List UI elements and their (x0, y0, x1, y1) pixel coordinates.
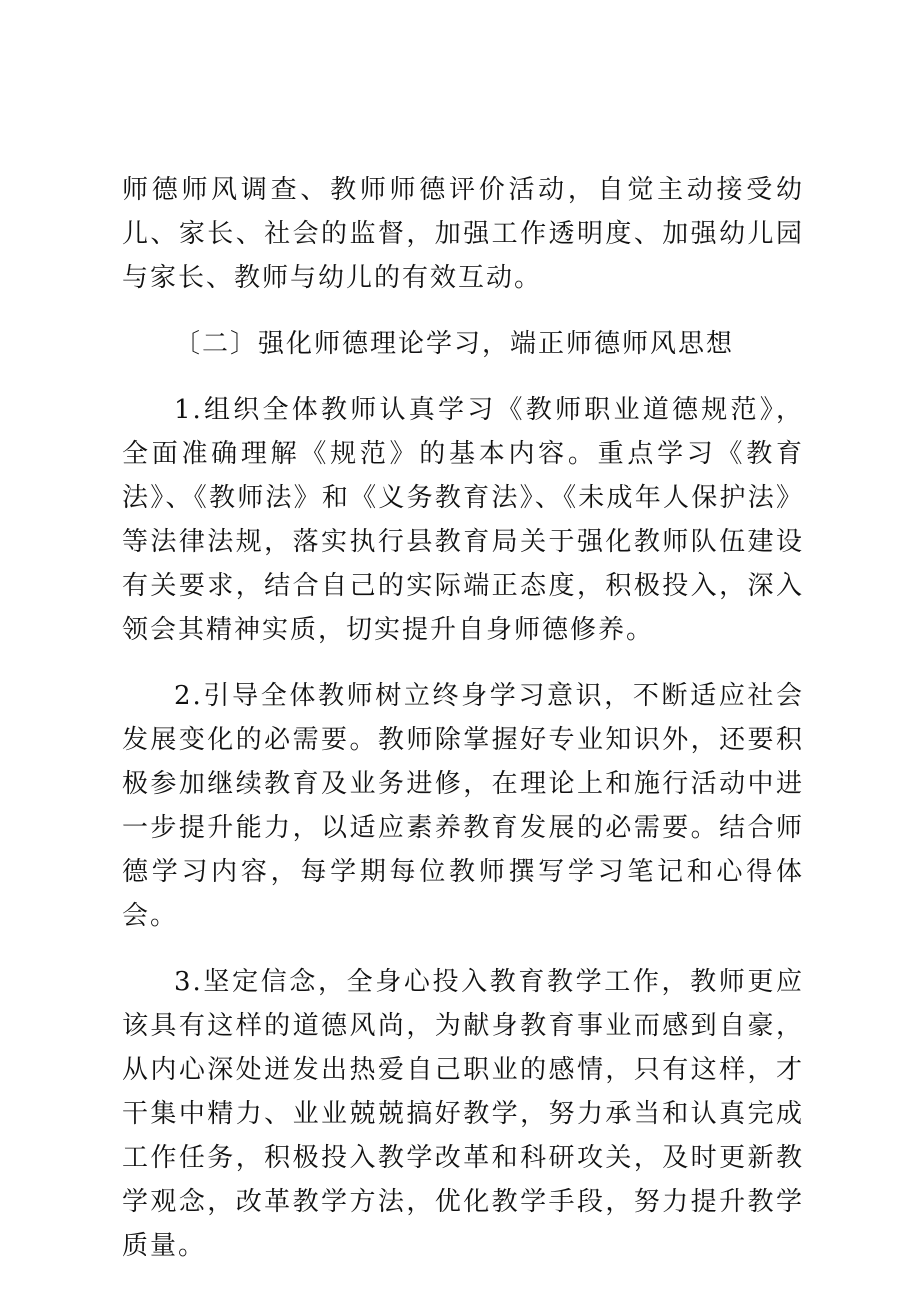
paragraph-item-3: 3.坚定信念，全身心投入教育教学工作，教师更应该具有这样的道德风尚，为献身教育事业而感到自豪，从内心深处迸发出热爱自己职业的感情，只有这样，才干集中精力、业业兢兢搞好教学，努力承当和认真完成工作任务，积极投入教学改革和科研攻关，及时更新教学观念，改革教学方法，优化教学手段，努力提升教学质量。 (122, 967, 804, 1261)
section-heading: 〔二〕强化师德理论学习，端正师德师风思想 (174, 329, 735, 359)
paragraph-continuation: 师德师风调查、教师师德评价活动，自觉主动接受幼儿、家长、社会的监督，加强工作透明度、加强幼儿园与家长、教师与幼儿的有效互动。 (122, 175, 804, 293)
paragraph-item-2: 2.引导全体教师树立终身学习意识，不断适应社会发展变化的必需要。教师除掌握好专业知识外，还要积极参加继续教育及业务进修，在理论上和施行活动中进一步提升能力，以适应素养教育发展的必需要。结合师德学习内容，每学期每位教师撰写学习笔记和心得体会。 (122, 681, 804, 931)
paragraph-item-1: 1.组织全体教师认真学习《教师职业道德规范》，全面准确理解《规范》的基本内容。重点学习《教育法》、《教师法》和《义务教育法》、《未成年人保护法》等法律法规，落实执行县教育局关于强化教师队伍建设有关要求，结合自己的实际端正态度，积极投入，深入领会其精神实质，切实提升自身师德修养。 (122, 395, 804, 645)
document-body (122, 168, 804, 1268)
